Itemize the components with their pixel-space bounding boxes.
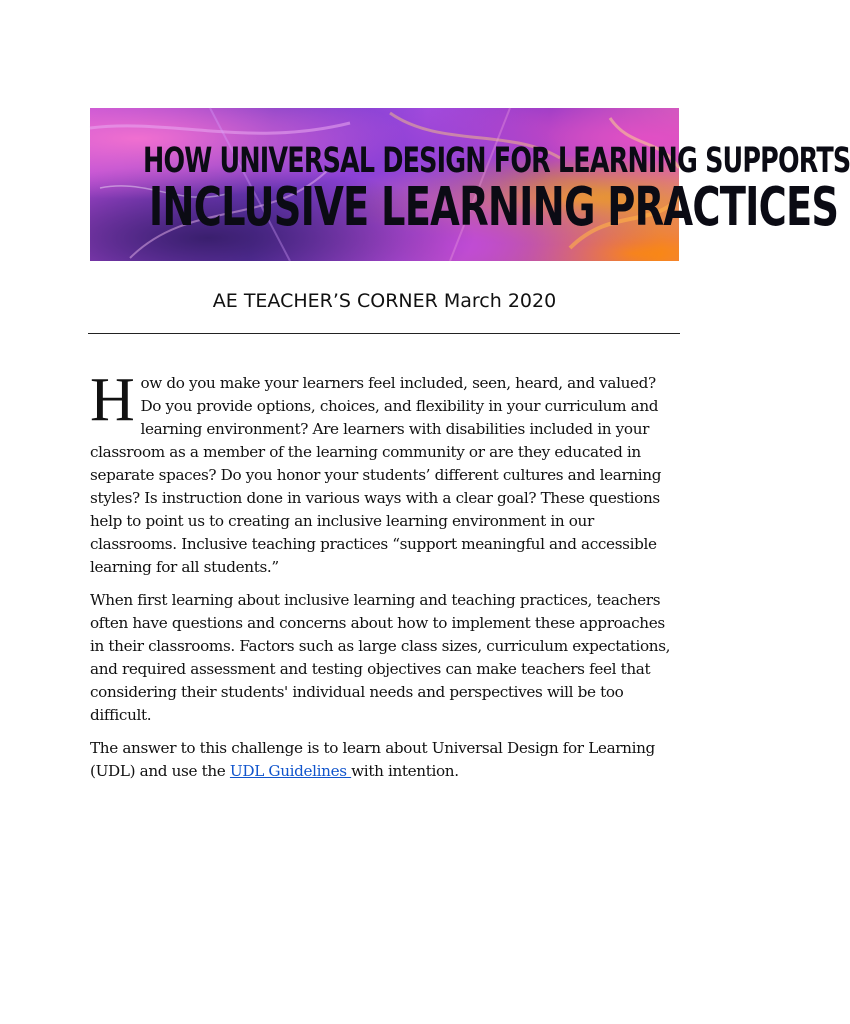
- paragraph-1-text: ow do you make your learners feel included, seen, heard, and valued? Do you provide options, choices, and flexibility in your curriculum and learning environment? Are learners with disabilities included in your classroom as a member of the learning community or are they educated in separate spaces? Do you honor your students’ different cultures and learning styles? Is instruction done in various ways with a clear goal? These questions help to point us to creating an inclusive learning environment in our classrooms. Inclusive teaching practices “support meaningful and accessible learning for all students.”: [90, 374, 662, 576]
- banner-image: [90, 108, 850, 261]
- banner-title-line-2: INCLUSIVE LEARNING PRACTICES: [148, 175, 839, 239]
- drop-cap: H: [90, 366, 135, 434]
- paragraph-3-text-after: with intention.: [351, 762, 459, 780]
- paragraph-3-text-before: The answer to this challenge is to learn about Universal Design for Learning (UDL) and use the: [90, 739, 655, 780]
- udl-guidelines-link[interactable]: UDL Guidelines: [229, 762, 352, 780]
- paragraph-1: [90, 366, 680, 579]
- banner-title-line-1: HOW UNIVERSAL DESIGN FOR LEARNING SUPPORTS: [143, 140, 850, 182]
- paragraph-2: When first learning about inclusive learning and teaching practices, teachers often have questions and concerns about how to implement these approaches in their classrooms. Factors such as large class sizes, curriculum expectations, and required assessment and testing objectives can make teachers feel that considering their students' individual needs and perspectives will be too difficult.: [90, 591, 671, 724]
- newsletter-header: AE TEACHER’S CORNER March 2020: [212, 290, 557, 312]
- header-divider: [88, 333, 680, 334]
- paragraph-3: [90, 737, 680, 783]
- article-body: [90, 366, 680, 793]
